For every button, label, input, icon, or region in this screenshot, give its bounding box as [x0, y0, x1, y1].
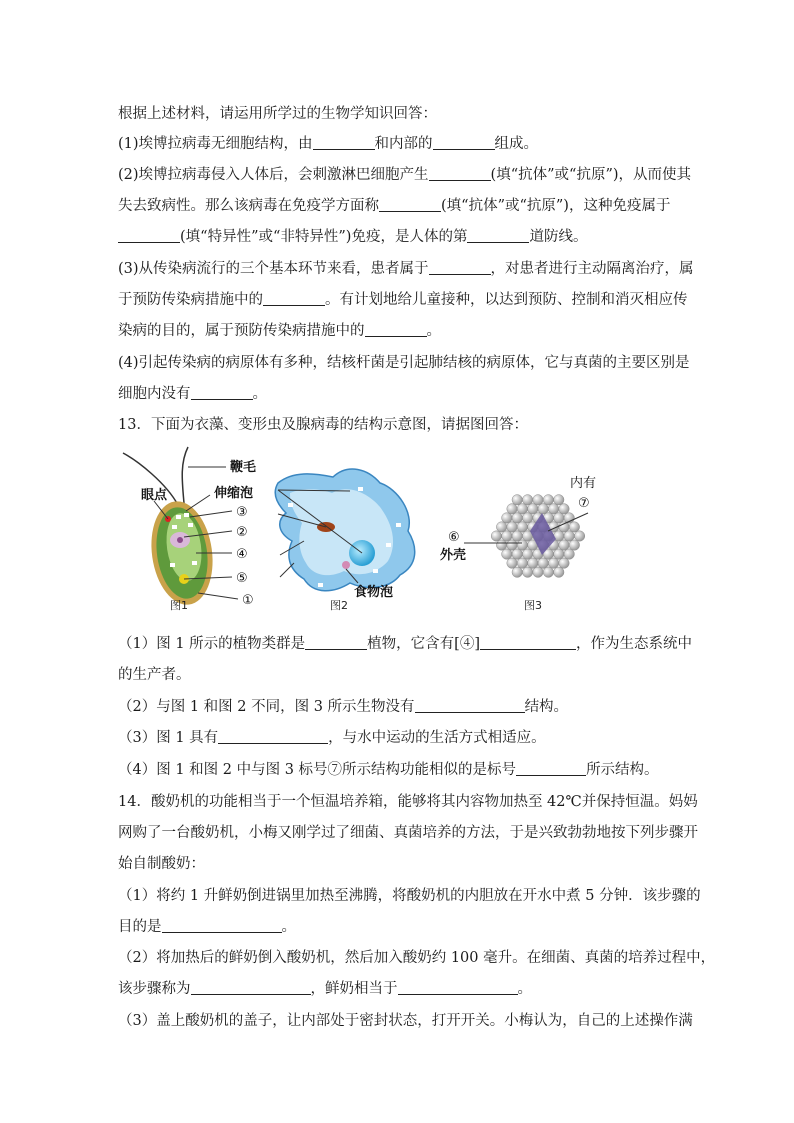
capsomere — [554, 567, 564, 577]
q14-part2-line2: 该步骤称为 ，鲜奶相当于 。 — [118, 981, 532, 997]
answer-blank[interactable] — [398, 980, 518, 995]
q12-part2-line1: (2)埃博拉病毒侵入人体后，会刺激淋巴细胞产生 (填“抗体”或“抗原”)，从而使其 — [118, 167, 692, 183]
q14-stem-line1: 14．酸奶机的功能相当于一个恒温培养箱，能够将其内容物加热至 42℃并保持恒温。妈妈 — [118, 794, 698, 810]
label-3: ③ — [236, 505, 248, 520]
answer-blank[interactable] — [379, 197, 441, 212]
adenovirus-diagram — [440, 475, 596, 612]
answer-blank[interactable] — [480, 635, 576, 650]
contractile-vacuole-label: 伸缩泡 — [214, 486, 254, 501]
capsomere — [548, 504, 558, 514]
q14-part2-line1: （2）将加热后的鲜奶倒入酸奶机，然后加入酸奶约 100 毫升。在细菌、真菌的培养过程中， — [118, 950, 716, 966]
label-2: ② — [236, 525, 248, 540]
capsomere — [569, 522, 579, 532]
label-4: ④ — [236, 547, 248, 562]
capsomere — [517, 540, 527, 550]
capsomere — [528, 504, 538, 514]
q13-part1-line2: 的生产者。 — [118, 667, 191, 683]
capsomere — [517, 558, 527, 568]
capsomere — [502, 549, 512, 559]
capsomere — [512, 531, 522, 541]
capsomere — [512, 513, 522, 523]
answer-blank[interactable] — [263, 291, 325, 306]
q12-part3-line2: 于预防传染病措施中的 。有计划地给儿童接种，以达到预防、控制和消灭相应传 — [118, 292, 688, 308]
answer-blank[interactable] — [516, 761, 586, 776]
answer-blank[interactable] — [218, 729, 328, 744]
capsomere — [564, 531, 574, 541]
capsomere — [548, 558, 558, 568]
capsomere — [507, 558, 517, 568]
answer-blank[interactable] — [191, 980, 311, 995]
capsomere — [564, 549, 574, 559]
capsomere — [533, 495, 543, 505]
q12-part3-line1: (3)从传染病流行的三个基本环节来看，患者属于 ，对患者进行主动隔离治疗，属 — [118, 261, 694, 277]
intro-line: 根据上述材料，请运用所学过的生物学知识回答： — [118, 106, 437, 122]
figure-svg — [118, 443, 678, 621]
capsomere — [502, 531, 512, 541]
capsomere — [517, 522, 527, 532]
q12-part3-line3: 染病的目的，属于预防传染病措施中的 。 — [118, 323, 441, 339]
capsomere — [554, 495, 564, 505]
capsomere — [496, 540, 506, 550]
eyespot-label: 眼点 — [141, 488, 168, 503]
answer-blank[interactable] — [467, 228, 529, 243]
capsomere — [507, 540, 517, 550]
q13-part2: （2）与图 1 和图 2 不同，图 3 所示生物没有 结构。 — [118, 699, 569, 715]
figure3-caption: 图3 — [524, 599, 542, 612]
q12-part4-line2: 细胞内没有 。 — [118, 386, 267, 402]
q13-part3: （3）图 1 具有 ，与水中运动的生活方式相适应。 — [118, 730, 546, 746]
q14-part3-line1: （3）盖上酸奶机的盖子，让内部处于密封状态，打开开关。小梅认为，自己的上述操作满 — [118, 1013, 693, 1029]
q14-part1-line2: 目的是 。 — [118, 919, 296, 935]
label-6: ⑥ — [448, 530, 460, 545]
capsomere — [517, 504, 527, 514]
capsomere — [507, 504, 517, 514]
figure2-caption: 图2 — [330, 599, 348, 612]
q14-stem-line3: 始自制酸奶： — [118, 856, 205, 872]
capsomere — [512, 495, 522, 505]
label-7: ⑦ — [578, 496, 590, 511]
q12-part2-line2: 失去致病性。那么该病毒在免疫学方面称 (填“抗体”或“抗原”)，这种免疫属于 — [118, 198, 671, 214]
answer-blank[interactable] — [191, 385, 253, 400]
capsomere — [554, 513, 564, 523]
capsomere — [512, 567, 522, 577]
q12-part2-line3: (填“特异性”或“非特异性”)免疫，是人体的第 道防线。 — [118, 227, 587, 247]
capsomere — [522, 513, 532, 523]
answer-blank[interactable] — [429, 260, 491, 275]
q13-stem: 13．下面为衣藻、变形虫及腺病毒的结构示意图，请据图回答： — [118, 417, 528, 433]
capsomere — [502, 513, 512, 523]
capsomere — [543, 567, 553, 577]
capsomere — [574, 531, 584, 541]
capsomere — [496, 522, 506, 532]
answer-blank[interactable] — [429, 166, 491, 181]
capsomere — [559, 540, 569, 550]
answer-blank[interactable] — [313, 135, 375, 150]
q13-part1-line1: （1）图 1 所示的植物类群是 植物，它含有[④] ，作为生态系统中 — [118, 636, 692, 652]
capsomere — [507, 522, 517, 532]
inner-label: 内有 — [570, 476, 597, 491]
answer-blank[interactable] — [305, 635, 367, 650]
answer-blank[interactable] — [415, 698, 525, 713]
structure-figure — [118, 443, 678, 621]
label-5: ⑤ — [236, 571, 248, 586]
capsomere — [543, 495, 553, 505]
capsomere — [554, 549, 564, 559]
chlamydomonas-diagram — [123, 447, 256, 612]
q13-part4: （4）图 1 和图 2 中与图 3 标号⑦所示结构功能相似的是标号 所示结构。 — [118, 762, 659, 778]
food-vacuole-label: 食物泡 — [354, 585, 394, 600]
answer-blank[interactable] — [162, 918, 282, 933]
q14-stem-line2: 网购了一台酸奶机，小梅又刚学过了细菌、真菌培养的方法，于是兴致勃勃地按下列步骤开 — [118, 825, 698, 841]
capsomere — [559, 504, 569, 514]
capsomere — [528, 558, 538, 568]
capsomere — [522, 495, 532, 505]
answer-blank[interactable] — [433, 135, 495, 150]
figure1-caption: 图1 — [170, 599, 188, 612]
amoeba-diagram — [275, 469, 415, 612]
q12-part1: (1)埃博拉病毒无细胞结构，由 和内部的 组成。 — [118, 136, 539, 152]
flagellum-label: 鞭毛 — [230, 460, 257, 475]
capsomere — [522, 567, 532, 577]
capsomere — [569, 540, 579, 550]
q14-part1-line1: （1）将约 1 升鲜奶倒进锅里加热至沸腾，将酸奶机的内胆放在开水中煮 5 分钟．该步骤的 — [118, 888, 701, 904]
label-1: ① — [242, 593, 254, 608]
capsomere — [491, 531, 501, 541]
capsomere — [512, 549, 522, 559]
capsomere — [522, 549, 532, 559]
shell-label: 外壳 — [440, 548, 467, 563]
q12-part4-line1: (4)引起传染病的病原体有多种，结核杆菌是引起肺结核的病原体，它与真菌的主要区别是 — [118, 355, 690, 371]
capsomere — [538, 504, 548, 514]
capsomere — [538, 558, 548, 568]
answer-blank[interactable] — [365, 322, 427, 337]
capsomere — [559, 558, 569, 568]
answer-blank[interactable] — [118, 228, 180, 243]
capsomere — [533, 567, 543, 577]
